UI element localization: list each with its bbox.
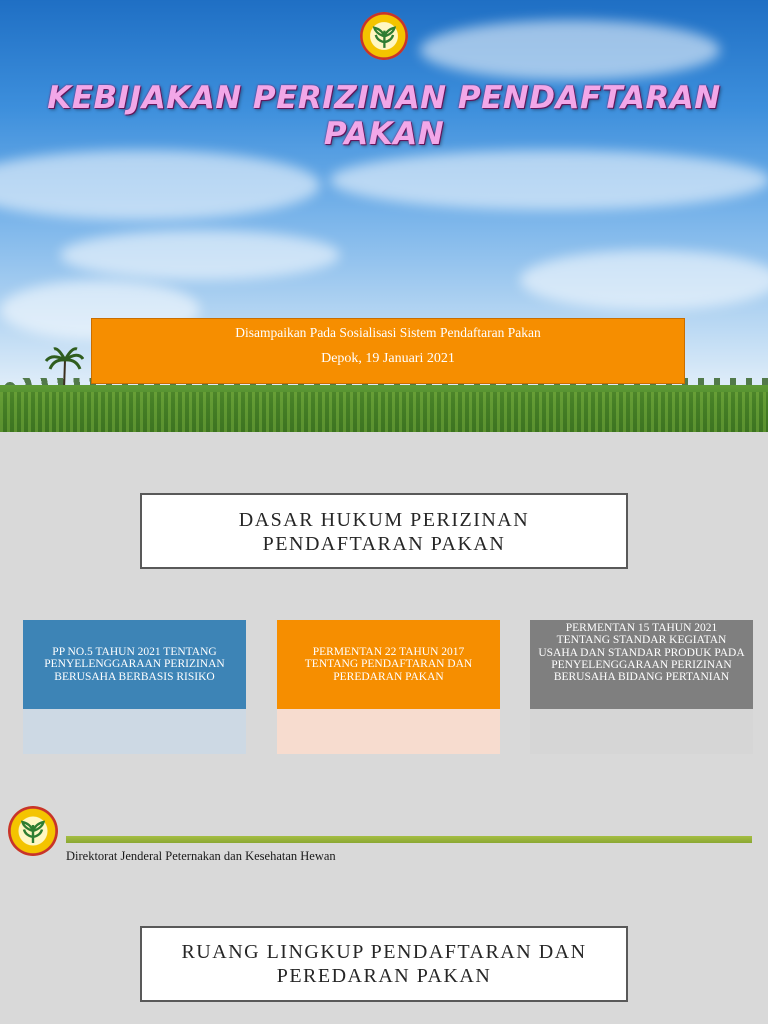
crop-rows (0, 392, 768, 432)
legal-basis-title-line1: DASAR HUKUM PERIZINAN (238, 509, 530, 531)
regulation-card-footer (277, 709, 500, 754)
legal-basis-title (140, 493, 628, 569)
regulation-card-pp5 (23, 620, 246, 754)
footer-divider (66, 836, 752, 843)
regulation-card-permentan15 (530, 620, 753, 754)
regulation-card-text: PP NO.5 TAHUN 2021 TENTANG PENYELENGGARAAN PERIZINAN BERUSAHA BERBASIS RISIKO (23, 620, 246, 709)
regulation-card-footer (530, 709, 753, 754)
palm-tree-icon (44, 345, 84, 390)
event-banner (91, 318, 685, 384)
cloud (520, 250, 768, 310)
ministry-emblem-icon (8, 806, 58, 856)
regulation-card-text: PERMENTAN 15 TAHUN 2021 TENTANG STANDAR KEGIATAN USAHA DAN STANDAR PRODUK PADA PENYELENGGARAAN PERIZINAN BERUSAHA BIDANG PERTANIAN (530, 620, 753, 709)
ministry-emblem-icon (360, 12, 408, 60)
banner-line-event: Disampaikan Pada Sosialisasi Sistem Pendaftaran Pakan (235, 325, 541, 340)
regulation-card-permentan22 (277, 620, 500, 754)
legal-basis-title-line2: PENDAFTARAN PAKAN (262, 533, 506, 555)
scope-title-line1: RUANG LINGKUP PENDAFTARAN DAN (181, 941, 587, 963)
cloud (0, 150, 320, 220)
regulation-card-footer (23, 709, 246, 754)
cloud (330, 150, 768, 210)
cloud (60, 230, 340, 280)
scope-title-line2: PEREDARAN PAKAN (276, 965, 492, 987)
cloud (420, 20, 720, 80)
presentation-title: KEBIJAKAN PERIZINAN PENDAFTARAN PAKAN (47, 80, 721, 152)
regulation-card-text: PERMENTAN 22 TAHUN 2017 TENTANG PENDAFTARAN DAN PEREDARAN PAKAN (277, 620, 500, 709)
banner-line-date: Depok, 19 Januari 2021 (321, 351, 455, 366)
footer-organization: Direktorat Jenderal Peternakan dan Kesehatan Hewan (66, 849, 336, 863)
scope-title (140, 926, 628, 1002)
title-slide (0, 0, 768, 432)
